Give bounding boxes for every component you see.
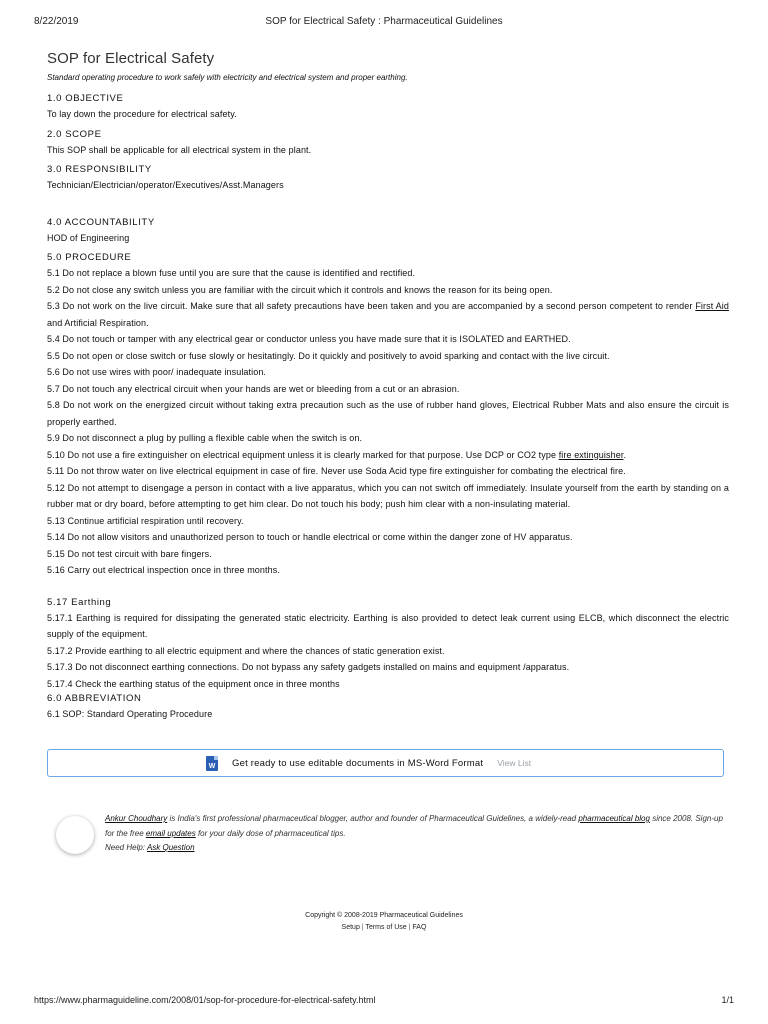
banner-content — [206, 755, 531, 771]
procedure-item — [47, 447, 729, 464]
procedure-item: 5.11 Do not throw water on live electrical equipment in case of fire. Never use Soda Acid type fire extinguisher for combating the electrical fire. — [47, 466, 626, 476]
abbreviation-heading: 6.0 ABBREVIATION — [47, 693, 142, 704]
scope-heading: 2.0 SCOPE — [47, 128, 102, 140]
footer-links — [0, 922, 768, 934]
article-content — [47, 50, 729, 723]
procedure-item: 5.8 Do not work on the energized circuit without taking extra precaution such as the use of rubber hand gloves, Electrical Rubber Mats and also ensure the circuit is properly earthed. — [47, 400, 729, 427]
accountability-text: HOD of Engineering — [47, 232, 130, 243]
procedure-item: 5.14 Do not allow visitors and unauthorized person to touch or handle electrical or come within the danger zone of HV apparatus. — [47, 532, 573, 542]
word-documents-banner[interactable] — [47, 749, 724, 777]
objective-text: To lay down the procedure for electrical safety. — [47, 109, 237, 119]
procedure-item: 5.12 Do not attempt to disengage a person in contact with a live apparatus, which you can not switch off immediately. Insulate yourself from the earth by standing on a rubber mat or dry board, before attempting to get him clear. Do not touch his body; push him clear with a non-insulating material. — [47, 482, 729, 509]
site-footer — [0, 910, 768, 934]
view-list-link[interactable]: View List — [497, 758, 532, 768]
procedure-text: 5.10 Do not use a fire extinguisher on electrical equipment unless it is clearly marked for that purpose. Use DCP or CO2 type — [47, 449, 559, 460]
objective-heading: 1.0 OBJECTIVE — [47, 93, 124, 104]
earthing-item: 5.17.3 Do not disconnect earthing connections. Do not bypass any safety gadgets installed on mains and equipment /apparatus. — [47, 662, 570, 672]
procedure-item — [47, 298, 729, 331]
footer-separator: | — [408, 924, 411, 931]
abbreviation-text: 6.1 SOP: Standard Operating Procedure — [47, 709, 213, 719]
procedure-item: 5.4 Do not touch or tamper with any electrical gear or conductor unless you have made sure that it is ISOLATED and EARTHED. — [47, 334, 571, 344]
procedure-text: 5.3 Do not work on the live circuit. Make sure that all safety precautions have been taken and you are accompanied by a second person competent to render — [47, 301, 696, 311]
print-url: https://www.pharmaguideline.com/2008/01/sop-for-procedure-for-electrical-safety.html — [34, 995, 376, 1005]
procedure-item: 5.1 Do not replace a blown fuse until you are sure that the cause is identified and rectified. — [47, 268, 416, 278]
page-number: 1/1 — [721, 995, 734, 1005]
procedure-item: 5.7 Do not touch any electrical circuit when your hands are wet or bleeding from a cut or an abrasion. — [47, 383, 460, 394]
author-bio — [105, 812, 725, 856]
print-header — [34, 16, 734, 30]
author-name-link[interactable]: Ankur Choudhary — [105, 814, 168, 823]
pharmaceutical-blog-link[interactable]: pharmaceutical blog — [578, 814, 650, 823]
copyright-text: Copyright © 2008-2019 Pharmaceutical Guidelines — [305, 912, 463, 919]
earthing-item: 5.17.4 Check the earthing status of the equipment once in three months — [47, 678, 340, 689]
help-label: Need Help: — [105, 843, 147, 852]
print-footer — [34, 995, 734, 1009]
procedure-item: 5.5 Do not open or close switch or fuse slowly or hesitatingly. Do it quickly and positively to avoid sparking and contact with the live circuit. — [47, 350, 610, 361]
earthing-item: 5.17.1 Earthing is required for dissipating the generated static electricity. Earthing is also provided to detect leak current using ELCB, which disconnect the electric supply of the equipment. — [47, 612, 729, 639]
author-bio-text: since 2008. Sign-up for the free — [105, 814, 723, 838]
procedure-item: 5.13 Continue artificial respiration until recovery. — [47, 515, 244, 526]
procedure-text: and Artificial Respiration. — [47, 317, 149, 328]
print-doc-title: SOP for Electrical Safety : Pharmaceutical Guidelines — [265, 16, 503, 27]
accountability-heading: 4.0 ACCOUNTABILITY — [47, 216, 155, 228]
footer-separator: | — [361, 924, 364, 931]
print-date: 8/22/2019 — [34, 16, 79, 27]
faq-link[interactable]: FAQ — [412, 924, 427, 931]
responsibility-heading: 3.0 RESPONSIBILITY — [47, 164, 152, 175]
procedure-item: 5.15 Do not test circuit with bare fingers. — [47, 548, 212, 559]
author-bio-text: is India's first professional pharmaceutical blogger, author and founder of Pharmaceutical Guidelines, a widely-read — [167, 814, 579, 823]
fire-extinguisher-link[interactable]: fire extinguisher — [558, 449, 624, 460]
responsibility-text: Technician/Electrician/operator/Executives/Asst.Managers — [47, 180, 284, 190]
procedure-heading: 5.0 PROCEDURE — [47, 252, 132, 263]
earthing-heading: 5.17 Earthing — [47, 596, 112, 608]
terms-of-use-link[interactable]: Terms of Use — [365, 924, 407, 931]
procedure-item: 5.6 Do not use wires with poor/ inadequate insulation. — [47, 367, 267, 377]
email-updates-link[interactable]: email updates — [145, 828, 196, 838]
first-aid-link[interactable]: First Aid — [695, 301, 729, 311]
author-avatar — [56, 816, 94, 854]
word-document-icon: W — [206, 756, 218, 771]
procedure-item: 5.16 Carry out electrical inspection once in three months. — [47, 565, 280, 575]
author-bio-text: for your daily dose of pharmaceutical tips. — [195, 828, 346, 838]
page-title: SOP for Electrical Safety — [47, 50, 215, 67]
earthing-item: 5.17.2 Provide earthing to all electric equipment and where the chances of static generation exist. — [47, 645, 445, 656]
ask-question-link[interactable]: Ask Question — [146, 843, 195, 852]
procedure-item: 5.9 Do not disconnect a plug by pulling a flexible cable when the switch is on. — [47, 433, 363, 443]
procedure-item: 5.2 Do not close any switch unless you are familiar with the circuit which it controls and knows the reason for its being open. — [47, 284, 553, 295]
banner-text: Get ready to use editable documents in MS-Word Format — [232, 757, 484, 769]
scope-text: This SOP shall be applicable for all electrical system in the plant. — [47, 144, 312, 155]
procedure-text: . — [623, 449, 627, 460]
setup-link[interactable]: Setup — [341, 924, 360, 931]
page-subtitle: Standard operating procedure to work safely with electricity and electrical system and proper earthing. — [47, 73, 408, 82]
author-box — [56, 812, 736, 862]
